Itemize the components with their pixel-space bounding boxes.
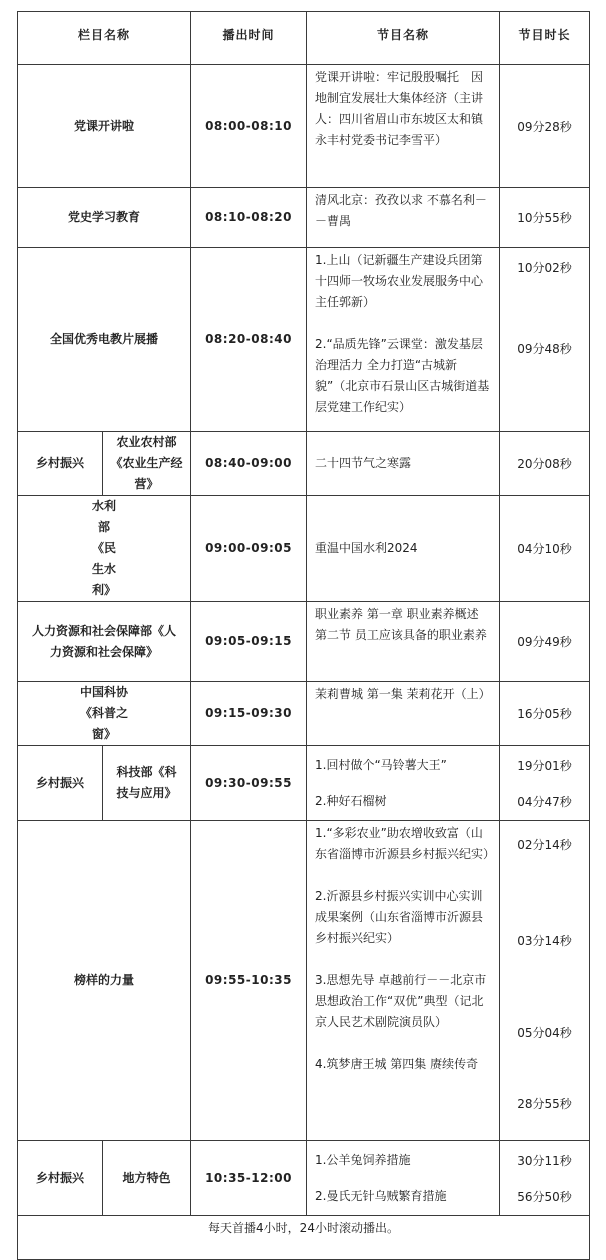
time-cell: 09:30-09:55 — [191, 746, 307, 821]
program-item: 党课开讲啦：牢记殷殷嘱托 因地制宜发展壮大集体经济（主讲人：四川省眉山市东坡区太和镇永丰村党委书记李雪平） — [315, 70, 484, 147]
duration-cell — [500, 496, 590, 602]
category-cell: 乡村振兴 — [18, 746, 103, 821]
time-cell: 09:00-09:05 — [191, 496, 307, 602]
category-cell: 全国优秀电教片展播 — [18, 248, 191, 432]
program-cell — [307, 682, 500, 746]
duration-cell — [500, 248, 590, 432]
program-item: 1.“多彩农业”助农增收致富（山东省淄博市沂源县乡村振兴纪实） — [315, 826, 496, 861]
duration-item: 10分02秒 — [517, 261, 572, 275]
duration-item: 02分14秒 — [517, 838, 572, 852]
subcategory-cell: 农业农村部《农业生产经营》 — [103, 432, 191, 496]
category-cell: 党课开讲啦 — [18, 65, 191, 188]
program-item: 4.筑梦唐王城 第四集 赓续传奇 — [315, 1057, 479, 1071]
program-item: 茉莉曹城 第一集 茉莉花开（上） — [315, 687, 491, 701]
duration-cell — [500, 188, 590, 248]
header-row — [18, 12, 590, 65]
duration-item: 03分14秒 — [517, 934, 572, 948]
duration-cell — [500, 682, 590, 746]
header-time: 播出时间 — [191, 12, 307, 65]
duration-cell — [500, 602, 590, 682]
program-cell — [307, 602, 500, 682]
duration-item: 04分47秒 — [517, 794, 572, 809]
program-schedule-table — [17, 11, 590, 1260]
program-cell — [307, 496, 500, 602]
time-cell: 09:55-10:35 — [191, 821, 307, 1141]
time-cell: 08:40-09:00 — [191, 432, 307, 496]
time-cell: 08:20-08:40 — [191, 248, 307, 432]
table-row — [18, 432, 590, 496]
duration-item: 56分50秒 — [517, 1189, 572, 1204]
table-row — [18, 682, 590, 746]
program-item: 2.曼氏无针乌贼繁育措施 — [315, 1188, 447, 1203]
duration-cell — [500, 1141, 590, 1216]
table-row — [18, 746, 590, 821]
program-item: 2.沂源县乡村振兴实训中心实训成果案例（山东省淄博市沂源县乡村振兴纪实） — [315, 889, 484, 945]
program-cell — [307, 746, 500, 821]
duration-item: 19分01秒 — [517, 758, 572, 773]
duration-item: 09分48秒 — [517, 342, 572, 356]
program-cell — [307, 432, 500, 496]
program-cell — [307, 1141, 500, 1216]
program-item: 2.种好石榴树 — [315, 793, 387, 808]
category-cell: 榜样的力量 — [18, 821, 191, 1141]
program-cell — [307, 821, 500, 1141]
time-cell: 09:05-09:15 — [191, 602, 307, 682]
table-row — [18, 188, 590, 248]
header-program: 节目名称 — [307, 12, 500, 65]
duration-item: 09分49秒 — [517, 635, 572, 649]
program-item: 3.思想先导 卓越前行－－北京市思想政治工作“双优”典型（记北京人民艺术剧院演员队） — [315, 973, 487, 1029]
category-cell: 人力资源和社会保障部《人力资源和社会保障》 — [18, 602, 191, 682]
table-row — [18, 602, 590, 682]
program-item: 1.上山（记新疆生产建设兵团第十四师一牧场农业发展服务中心主任郭新） — [315, 253, 484, 309]
table-row — [18, 65, 590, 188]
program-item: 职业素养 第一章 职业素养概述 第二节 员工应该具备的职业素养 — [315, 607, 487, 642]
time-cell: 10:35-12:00 — [191, 1141, 307, 1216]
duration-cell — [500, 821, 590, 1141]
duration-item: 30分11秒 — [517, 1153, 572, 1168]
footer-note: 每天首播4小时，24小时滚动播出。 — [18, 1216, 590, 1260]
program-cell — [307, 188, 500, 248]
category-cell: 乡村振兴 — [18, 432, 103, 496]
table-row — [18, 248, 590, 432]
time-cell: 08:00-08:10 — [191, 65, 307, 188]
subcategory-cell: 地方特色 — [103, 1141, 191, 1216]
duration-item: 09分28秒 — [517, 119, 572, 134]
program-item: 清风北京：孜孜以求 不慕名利－－曹禺 — [315, 193, 487, 228]
duration-cell — [500, 65, 590, 188]
duration-item: 20分08秒 — [517, 457, 572, 471]
table-row — [18, 821, 590, 1141]
footer-row — [18, 1216, 590, 1260]
time-cell: 08:10-08:20 — [191, 188, 307, 248]
program-item: 重温中国水利2024 — [315, 541, 418, 555]
duration-item: 04分10秒 — [517, 542, 572, 556]
duration-cell — [500, 746, 590, 821]
table-row — [18, 496, 590, 602]
category-cell: 水利部《民生水利》 — [18, 496, 191, 602]
category-cell: 乡村振兴 — [18, 1141, 103, 1216]
program-item: 1.回村做个“马铃薯大王” — [315, 757, 447, 772]
program-item: 1.公羊兔饲养措施 — [315, 1152, 411, 1167]
duration-cell — [500, 432, 590, 496]
time-cell: 09:15-09:30 — [191, 682, 307, 746]
program-cell — [307, 248, 500, 432]
program-item: 二十四节气之寒露 — [315, 456, 412, 470]
duration-item: 28分55秒 — [517, 1097, 572, 1111]
subcategory-cell: 科技部《科技与应用》 — [103, 746, 191, 821]
duration-item: 16分05秒 — [517, 707, 572, 721]
header-category: 栏目名称 — [18, 12, 191, 65]
category-cell: 中国科协《科普之窗》 — [18, 682, 191, 746]
table-row — [18, 1141, 590, 1216]
program-item: 2.“品质先锋”云课堂：激发基层治理活力 全力打造“古城新貌”（北京市石景山区古城街道基层党建工作纪实） — [315, 337, 490, 414]
duration-item: 05分04秒 — [517, 1026, 572, 1040]
program-cell — [307, 65, 500, 188]
category-cell: 党史学习教育 — [18, 188, 191, 248]
duration-item: 10分55秒 — [517, 211, 572, 225]
header-duration: 节目时长 — [500, 12, 590, 65]
